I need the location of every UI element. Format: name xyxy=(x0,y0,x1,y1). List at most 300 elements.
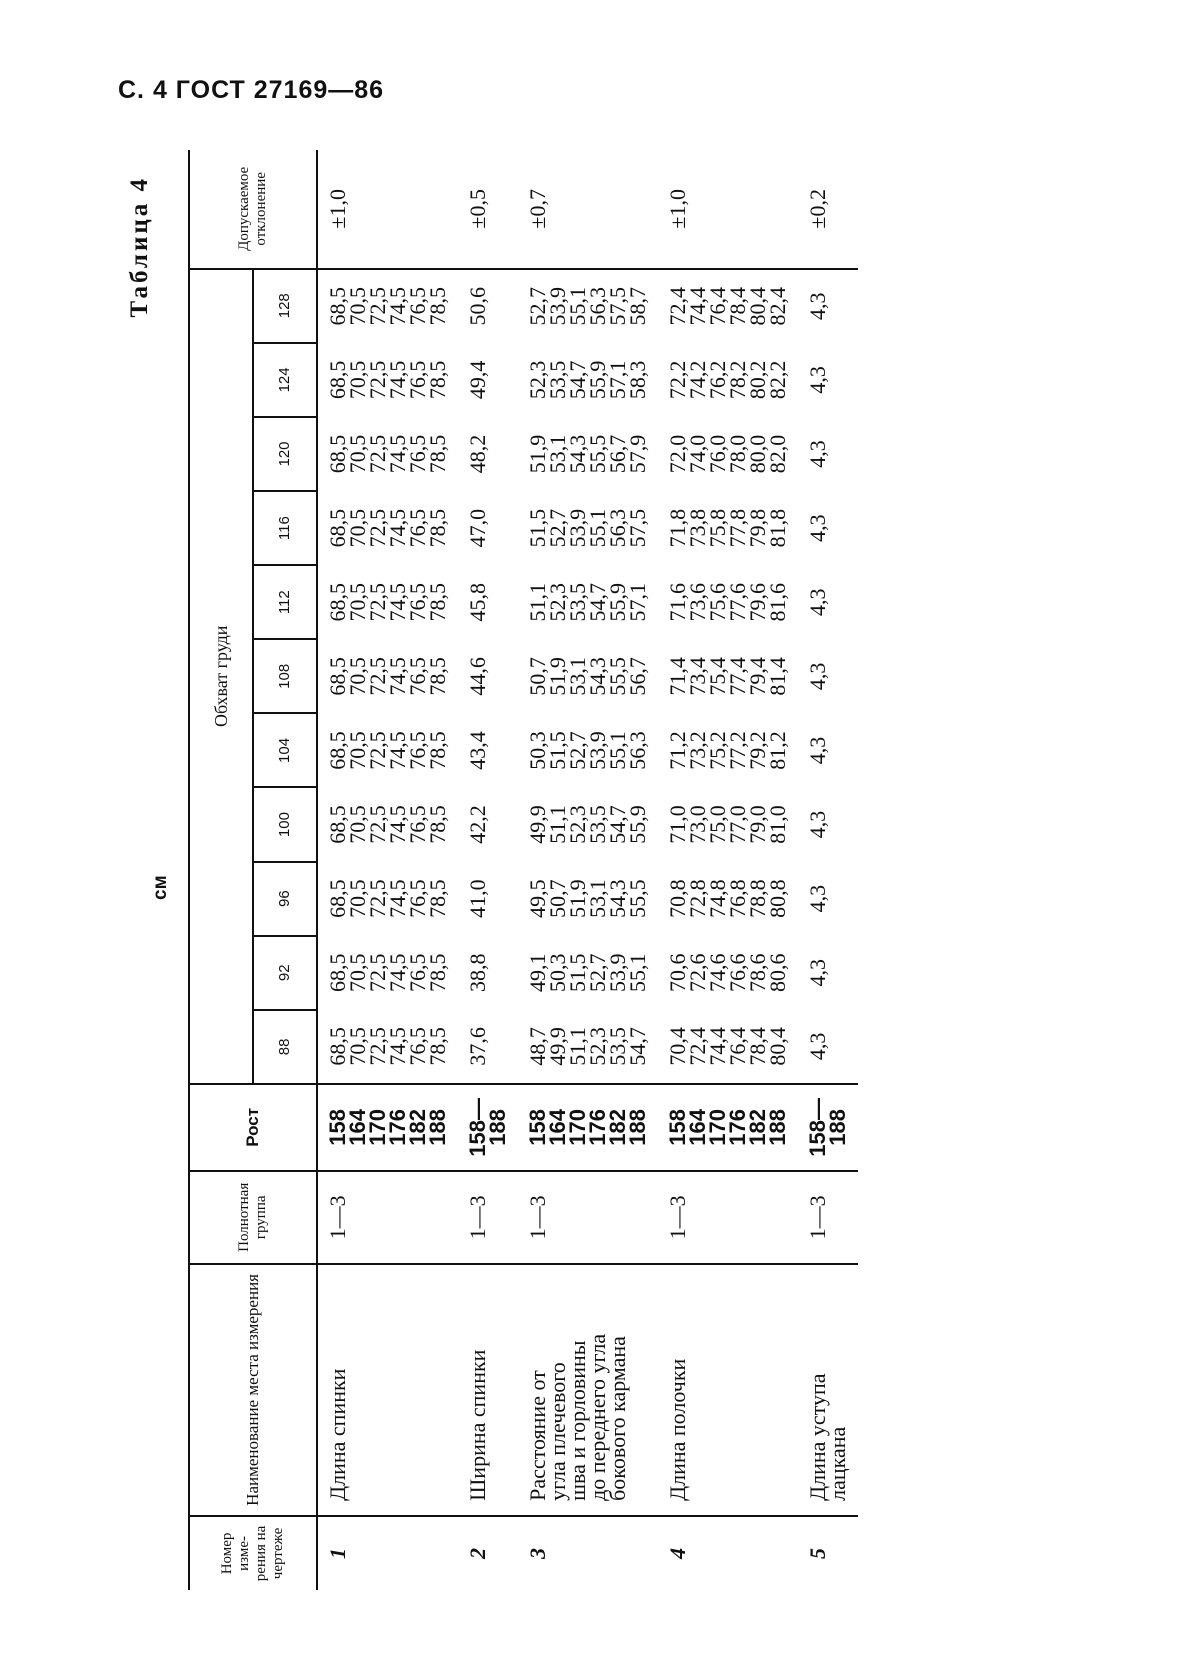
chest-size-values-line: 74,4 xyxy=(685,287,710,326)
height-values-line: 158 xyxy=(525,1108,550,1146)
measurement-name-line: угла плечевого xyxy=(545,1362,570,1501)
fullness-group: 1—3 xyxy=(658,1171,798,1264)
height-values-line: 158— xyxy=(465,1097,490,1157)
height-values-line: 158 xyxy=(665,1108,690,1146)
chest-size-values xyxy=(518,269,658,343)
chest-size-values xyxy=(518,1010,658,1084)
chest-size-values-line: 50,6 xyxy=(465,287,490,326)
chest-size-values-line: 4,3 xyxy=(805,810,830,839)
chest-size-values-line: 55,1 xyxy=(625,953,650,993)
chest-size-values-line: 68,5 xyxy=(325,287,350,326)
chest-size-values-line: 53,5 xyxy=(565,582,590,622)
page-header: С. 4 ГОСТ 27169—86 xyxy=(118,76,385,104)
chest-size-values xyxy=(658,343,798,417)
chest-size-values-line: 72,5 xyxy=(365,805,390,844)
chest-size-values-line: 74,5 xyxy=(385,360,410,400)
height-values-line: 188 xyxy=(485,1108,510,1146)
chest-size-values-line: 51,1 xyxy=(525,582,550,622)
chest-size-values-line: 58,7 xyxy=(625,287,650,326)
chest-size-values xyxy=(658,1010,798,1084)
chest-size-values-line: 68,5 xyxy=(325,657,350,696)
chest-size-values-line: 76,5 xyxy=(405,434,430,474)
height-values xyxy=(458,1084,518,1171)
chest-size-values-line: 78,5 xyxy=(425,582,450,622)
header-height: Рост xyxy=(189,1084,317,1171)
chest-size-values-line: 79,2 xyxy=(745,731,770,770)
measurement-name-line: лацкана xyxy=(825,1426,850,1501)
chest-size-values-line: 4,3 xyxy=(805,959,830,987)
chest-size-values-line: 77,0 xyxy=(725,805,750,844)
chest-size-values-line: 55,9 xyxy=(585,360,610,400)
chest-size-values xyxy=(458,862,518,936)
chest-size-values-line: 52,3 xyxy=(585,1027,610,1066)
table-row xyxy=(658,150,798,1590)
measurement-name: Длина полочки xyxy=(658,1264,798,1516)
chest-size-values xyxy=(798,639,858,713)
height-values-line: 164 xyxy=(545,1108,570,1146)
chest-size-values-line: 76,4 xyxy=(725,1027,750,1066)
chest-size-values-line: 56,7 xyxy=(605,434,630,474)
fullness-group: 1—3 xyxy=(798,1171,858,1264)
chest-size-values-line: 72,5 xyxy=(365,434,390,474)
chest-size-values-line: 72,6 xyxy=(685,953,710,993)
chest-size-values xyxy=(518,936,658,1010)
chest-size-values-line: 58,3 xyxy=(625,360,650,400)
chest-size-values-line: 53,5 xyxy=(545,360,570,400)
chest-size-values-line: 68,5 xyxy=(325,805,350,844)
height-values-line: 170 xyxy=(705,1108,730,1146)
chest-size-values xyxy=(458,269,518,343)
chest-size-values-line: 74,5 xyxy=(385,582,410,622)
table-row xyxy=(518,150,658,1590)
chest-size-values xyxy=(798,565,858,639)
chest-size-values-line: 72,0 xyxy=(665,434,690,474)
chest-size-values-line: 76,5 xyxy=(405,805,430,844)
chest-size-values-line: 72,5 xyxy=(365,582,390,622)
chest-size-header: 100 xyxy=(253,787,317,861)
chest-size-values-line: 72,8 xyxy=(685,879,710,918)
chest-size-values-line: 55,5 xyxy=(605,657,630,696)
chest-size-values-line: 57,9 xyxy=(625,434,650,474)
chest-size-values-line: 68,5 xyxy=(325,582,350,622)
chest-size-values xyxy=(798,269,858,343)
chest-size-values-line: 4,3 xyxy=(805,514,830,542)
chest-size-values-line: 78,5 xyxy=(425,953,450,993)
chest-size-values-line: 70,5 xyxy=(345,879,370,918)
chest-size-values-line: 4,3 xyxy=(805,662,830,691)
chest-size-values-line: 78,5 xyxy=(425,805,450,844)
chest-size-values-line: 73,6 xyxy=(685,582,710,622)
chest-size-header: 92 xyxy=(253,936,317,1010)
chest-size-values xyxy=(317,787,458,861)
chest-size-values-line: 51,9 xyxy=(545,657,570,696)
chest-size-header: 96 xyxy=(253,862,317,936)
chest-size-values xyxy=(658,565,798,639)
chest-size-values-line: 76,0 xyxy=(705,434,730,474)
chest-size-values-line: 70,5 xyxy=(345,1027,370,1066)
chest-size-values xyxy=(798,1010,858,1084)
chest-size-values-line: 50,7 xyxy=(525,657,550,696)
chest-size-values-line: 72,4 xyxy=(665,287,690,326)
chest-size-values-line: 4,3 xyxy=(805,366,830,394)
chest-size-values xyxy=(317,1010,458,1084)
height-values-line: 164 xyxy=(345,1108,370,1146)
chest-size-values-line: 57,1 xyxy=(625,582,650,622)
chest-size-values-line: 71,4 xyxy=(665,657,690,696)
chest-size-values xyxy=(658,713,798,787)
chest-size-values xyxy=(798,787,858,861)
chest-size-values-line: 79,6 xyxy=(745,582,770,622)
chest-size-values-line: 48,7 xyxy=(525,1027,550,1066)
chest-size-values xyxy=(458,491,518,565)
height-values-line: 188 xyxy=(765,1108,790,1146)
chest-size-values xyxy=(658,787,798,861)
chest-size-values xyxy=(458,565,518,639)
chest-size-values-line: 53,9 xyxy=(605,953,630,993)
height-values-line: 176 xyxy=(725,1108,750,1146)
chest-size-values-line: 76,8 xyxy=(725,879,750,918)
chest-size-values-line: 53,1 xyxy=(585,879,610,918)
chest-size-values-line: 77,8 xyxy=(725,508,750,548)
chest-size-values xyxy=(317,343,458,417)
chest-size-values-line: 70,5 xyxy=(345,805,370,844)
height-values xyxy=(658,1084,798,1171)
chest-size-values xyxy=(458,787,518,861)
measurement-number: 1 xyxy=(325,1547,350,1559)
chest-size-values xyxy=(458,936,518,1010)
chest-size-values-line: 78,5 xyxy=(425,434,450,474)
chest-size-values xyxy=(518,565,658,639)
measurement-name-line: Длина уступа xyxy=(805,1373,830,1501)
chest-size-values xyxy=(458,343,518,417)
chest-size-values-line: 70,5 xyxy=(345,508,370,548)
chest-size-values-line: 45,8 xyxy=(465,582,490,622)
chest-size-values-line: 49,9 xyxy=(545,1027,570,1066)
height-values-line: 188 xyxy=(625,1108,650,1146)
chest-size-values-line: 54,3 xyxy=(605,879,630,918)
measurement-number: 4 xyxy=(665,1547,690,1559)
chest-size-values-line: 70,5 xyxy=(345,582,370,622)
measurement-name: Ширина спинки xyxy=(458,1264,518,1516)
chest-size-values-line: 71,2 xyxy=(665,731,690,770)
fullness-group: 1—3 xyxy=(518,1171,658,1264)
chest-size-values xyxy=(798,713,858,787)
chest-size-values-line: 80,8 xyxy=(765,879,790,918)
chest-size-values-line: 51,5 xyxy=(545,731,570,770)
height-values xyxy=(518,1084,658,1171)
chest-size-values-line: 49,1 xyxy=(525,953,550,993)
chest-size-values-line: 54,3 xyxy=(565,434,590,474)
chest-size-values xyxy=(658,491,798,565)
chest-size-values-line: 72,5 xyxy=(365,731,390,770)
measurement-number: 5 xyxy=(805,1547,830,1559)
chest-size-values-line: 76,5 xyxy=(405,360,430,400)
chest-size-values-line: 78,5 xyxy=(425,360,450,400)
chest-size-values-line: 78,5 xyxy=(425,731,450,770)
chest-size-values-line: 74,5 xyxy=(385,879,410,918)
chest-size-values xyxy=(798,491,858,565)
chest-size-values xyxy=(798,417,858,491)
chest-size-values xyxy=(317,491,458,565)
chest-size-values-line: 74,5 xyxy=(385,657,410,696)
height-values xyxy=(798,1084,858,1171)
chest-size-values-line: 80,6 xyxy=(765,953,790,993)
height-values-line: 158 xyxy=(325,1108,350,1146)
chest-size-values-line: 68,5 xyxy=(325,731,350,770)
measurement-number: 2 xyxy=(465,1547,490,1559)
measurement-name-line: шва и горловины xyxy=(565,1340,590,1501)
chest-size-values-line: 56,3 xyxy=(625,731,650,770)
chest-size-values-line: 48,2 xyxy=(465,434,490,474)
measurement-name xyxy=(798,1264,858,1516)
chest-size-values-line: 75,0 xyxy=(705,805,730,844)
chest-size-values-line: 78,5 xyxy=(425,657,450,696)
chest-size-values-line: 81,6 xyxy=(765,582,790,622)
chest-size-values xyxy=(518,417,658,491)
chest-size-values-line: 56,3 xyxy=(585,287,610,326)
chest-size-values-line: 80,4 xyxy=(745,287,770,326)
chest-size-values-line: 51,1 xyxy=(565,1027,590,1066)
chest-size-values xyxy=(317,417,458,491)
height-values-line: 176 xyxy=(585,1108,610,1146)
chest-size-values-line: 74,5 xyxy=(385,434,410,474)
chest-size-values-line: 74,5 xyxy=(385,805,410,844)
chest-size-values-line: 78,8 xyxy=(745,879,770,918)
chest-size-values-line: 53,5 xyxy=(585,805,610,844)
chest-size-values xyxy=(317,936,458,1010)
chest-size-values-line: 53,1 xyxy=(565,657,590,696)
chest-size-values-line: 78,5 xyxy=(425,287,450,326)
chest-size-values xyxy=(658,862,798,936)
chest-size-values-line: 51,5 xyxy=(565,953,590,993)
chest-size-values-line: 47,0 xyxy=(465,508,490,548)
tolerance-value: ±0,7 xyxy=(518,150,658,269)
chest-size-values-line: 74,5 xyxy=(385,731,410,770)
chest-size-values-line: 78,4 xyxy=(725,287,750,326)
chest-size-values-line: 55,5 xyxy=(585,434,610,474)
height-values-line: 182 xyxy=(605,1108,630,1146)
chest-size-values-line: 54,7 xyxy=(625,1027,650,1066)
chest-size-values-line: 78,5 xyxy=(425,879,450,918)
chest-size-values-line: 72,5 xyxy=(365,657,390,696)
header-measurement-place: Наименование места измерения xyxy=(189,1264,317,1516)
chest-size-values xyxy=(798,936,858,1010)
chest-size-values-line: 54,7 xyxy=(565,360,590,400)
chest-size-values-line: 68,5 xyxy=(325,953,350,993)
chest-size-values-line: 78,5 xyxy=(425,508,450,548)
chest-size-values-line: 56,3 xyxy=(605,508,630,548)
chest-size-values-line: 51,1 xyxy=(545,805,570,844)
chest-size-values-line: 51,9 xyxy=(565,879,590,918)
chest-size-values xyxy=(518,343,658,417)
chest-size-values-line: 52,7 xyxy=(545,508,570,548)
chest-size-values xyxy=(458,417,518,491)
chest-size-values-line: 76,5 xyxy=(405,953,430,993)
chest-size-values xyxy=(658,417,798,491)
unit-label: см xyxy=(150,875,171,900)
chest-size-header: 104 xyxy=(253,713,317,787)
chest-size-values-line: 57,5 xyxy=(625,508,650,548)
chest-size-values-line: 49,9 xyxy=(525,805,550,844)
height-values-line: 176 xyxy=(385,1108,410,1146)
height-values-line: 182 xyxy=(745,1108,770,1146)
chest-size-values-line: 78,6 xyxy=(745,953,770,993)
chest-size-values-line: 75,8 xyxy=(705,508,730,548)
chest-size-values-line: 53,9 xyxy=(545,287,570,326)
chest-size-values-line: 76,5 xyxy=(405,731,430,770)
chest-size-values-line: 78,2 xyxy=(725,360,750,400)
chest-size-values-line: 68,5 xyxy=(325,508,350,548)
height-values-line: 188 xyxy=(825,1108,850,1146)
chest-size-values-line: 53,9 xyxy=(585,731,610,770)
chest-size-values-line: 41,0 xyxy=(465,879,490,918)
chest-size-values-line: 70,5 xyxy=(345,287,370,326)
chest-size-values-line: 76,5 xyxy=(405,508,430,548)
chest-size-header: 116 xyxy=(253,491,317,565)
chest-size-values-line: 74,8 xyxy=(705,879,730,918)
chest-size-values xyxy=(518,787,658,861)
chest-size-values-line: 82,0 xyxy=(765,434,790,474)
height-values-line: 164 xyxy=(685,1108,710,1146)
chest-size-values-line: 73,8 xyxy=(685,508,710,548)
chest-size-values-line: 80,4 xyxy=(765,1027,790,1066)
chest-size-values-line: 49,5 xyxy=(525,879,550,918)
chest-size-values-line: 57,1 xyxy=(605,360,630,400)
chest-size-values xyxy=(317,862,458,936)
fullness-group: 1—3 xyxy=(458,1171,518,1264)
chest-size-values-line: 74,5 xyxy=(385,1027,410,1066)
chest-size-values-line: 76,5 xyxy=(405,1027,430,1066)
chest-size-values xyxy=(518,713,658,787)
tolerance-value: ±0,5 xyxy=(458,150,518,269)
chest-size-values-line: 70,6 xyxy=(665,953,690,993)
chest-size-values xyxy=(317,269,458,343)
chest-size-values-line: 4,3 xyxy=(805,440,830,468)
height-values-line: 182 xyxy=(405,1108,430,1146)
chest-size-values-line: 44,6 xyxy=(465,657,490,696)
chest-size-values xyxy=(518,491,658,565)
chest-size-values xyxy=(458,639,518,713)
chest-size-values-line: 77,2 xyxy=(725,731,750,770)
chest-size-values-line: 52,7 xyxy=(585,953,610,993)
chest-size-values-line: 52,7 xyxy=(565,731,590,770)
chest-size-values xyxy=(658,936,798,1010)
chest-size-values-line: 75,6 xyxy=(705,582,730,622)
chest-size-values-line: 55,1 xyxy=(585,508,610,548)
chest-size-values-line: 43,4 xyxy=(465,731,490,770)
chest-size-values-line: 4,3 xyxy=(805,884,830,913)
chest-size-values-line: 70,5 xyxy=(345,731,370,770)
chest-size-header: 120 xyxy=(253,417,317,491)
chest-size-values xyxy=(658,639,798,713)
chest-size-values-line: 4,3 xyxy=(805,736,830,765)
rotated-table-block xyxy=(100,150,980,1590)
chest-size-values-line: 72,5 xyxy=(365,879,390,918)
chest-size-values-line: 68,5 xyxy=(325,879,350,918)
chest-size-values-line: 79,4 xyxy=(745,657,770,696)
chest-size-values-line: 56,7 xyxy=(625,657,650,696)
chest-size-values-line: 76,2 xyxy=(705,360,730,400)
chest-size-values-line: 68,5 xyxy=(325,434,350,474)
header-fullness-group: Полнотная группа xyxy=(189,1171,317,1264)
chest-size-values-line: 71,0 xyxy=(665,805,690,844)
chest-size-values-line: 53,1 xyxy=(545,434,570,474)
chest-size-values-line: 57,5 xyxy=(605,287,630,326)
chest-size-header: 124 xyxy=(253,343,317,417)
chest-size-values-line: 52,7 xyxy=(525,287,550,326)
chest-size-values xyxy=(518,862,658,936)
table-title: Таблица 4 xyxy=(126,176,153,318)
chest-size-values-line: 55,9 xyxy=(625,805,650,844)
chest-size-values-line: 54,7 xyxy=(605,805,630,844)
measurement-name: Длина спинки xyxy=(317,1264,458,1516)
chest-size-values-line: 51,5 xyxy=(525,508,550,548)
chest-size-values-line: 75,4 xyxy=(705,657,730,696)
chest-size-values-line: 82,2 xyxy=(765,360,790,400)
chest-size-values-line: 81,2 xyxy=(765,731,790,770)
chest-size-values-line: 51,9 xyxy=(525,434,550,474)
chest-size-values-line: 72,2 xyxy=(665,360,690,400)
height-values-line: 170 xyxy=(565,1108,590,1146)
chest-size-values-line: 4,3 xyxy=(805,588,830,616)
chest-size-header: 112 xyxy=(253,565,317,639)
chest-size-values xyxy=(317,639,458,713)
chest-size-values-line: 70,5 xyxy=(345,657,370,696)
measurement-name xyxy=(518,1264,658,1516)
chest-size-values-line: 76,5 xyxy=(405,657,430,696)
chest-size-values-line: 72,5 xyxy=(365,1027,390,1066)
chest-size-values-line: 74,0 xyxy=(685,434,710,474)
chest-size-values-line: 80,2 xyxy=(745,360,770,400)
chest-size-values-line: 4,3 xyxy=(805,292,830,320)
chest-size-values-line: 42,2 xyxy=(465,805,490,844)
chest-size-values-line: 55,1 xyxy=(605,731,630,770)
height-values xyxy=(317,1084,458,1171)
chest-size-values-line: 73,4 xyxy=(685,657,710,696)
chest-size-values-line: 80,0 xyxy=(745,434,770,474)
chest-size-values-line: 72,5 xyxy=(365,360,390,400)
chest-size-values-line: 74,5 xyxy=(385,508,410,548)
chest-size-values-line: 68,5 xyxy=(325,1027,350,1066)
chest-size-values-line: 72,5 xyxy=(365,508,390,548)
chest-size-values xyxy=(518,639,658,713)
chest-size-values xyxy=(798,343,858,417)
chest-size-values-line: 55,1 xyxy=(565,287,590,326)
chest-size-values xyxy=(458,713,518,787)
chest-size-values-line: 79,0 xyxy=(745,805,770,844)
table-row xyxy=(798,150,858,1590)
chest-size-values-line: 38,8 xyxy=(465,953,490,993)
chest-size-values-line: 50,7 xyxy=(545,879,570,918)
chest-size-values-line: 74,5 xyxy=(385,953,410,993)
fullness-group: 1—3 xyxy=(317,1171,458,1264)
chest-size-values-line: 4,3 xyxy=(805,1032,830,1061)
chest-size-values xyxy=(317,713,458,787)
chest-size-values-line: 77,4 xyxy=(725,657,750,696)
chest-size-values-line: 54,7 xyxy=(585,582,610,622)
chest-size-values-line: 54,3 xyxy=(585,657,610,696)
chest-size-values-line: 81,0 xyxy=(765,805,790,844)
chest-size-values-line: 76,6 xyxy=(725,953,750,993)
chest-size-values-line: 71,8 xyxy=(665,508,690,548)
header-tolerance: Допускаемое отклонение xyxy=(189,150,317,269)
chest-size-values-line: 73,2 xyxy=(685,731,710,770)
chest-size-values-line: 76,4 xyxy=(705,287,730,326)
measurements-table xyxy=(188,150,858,1590)
height-values-line: 170 xyxy=(365,1108,390,1146)
measurement-number: 3 xyxy=(525,1547,550,1559)
chest-size-values-line: 55,9 xyxy=(605,582,630,622)
